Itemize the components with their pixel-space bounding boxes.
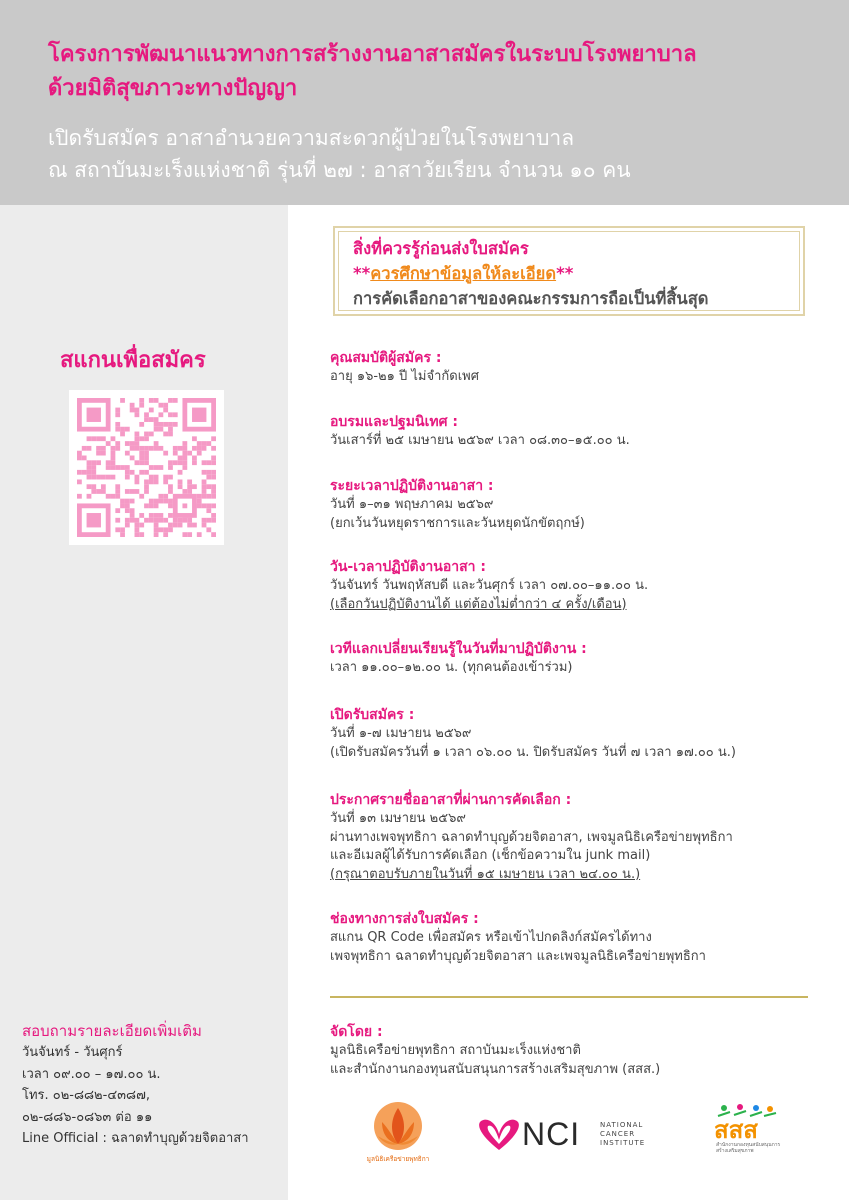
section-line: วันที่ ๑๓ เมษายน ๒๕๖๙: [330, 811, 466, 826]
subtitle-line-2: ณ สถาบันมะเร็งแห่งชาติ รุ่นที่ ๒๗ : อาสาวัยเรียน จำนวน ๑๐ คน: [48, 158, 631, 182]
contact-hours: เวลา ๐๙.๐๐ – ๑๗.๐๐ น.: [22, 1066, 161, 1082]
line-official-value: ฉลาดทำบุญด้วยจิตอาสา: [111, 1131, 249, 1146]
organizer-heading: จัดโดย :: [330, 1024, 383, 1040]
notice-line-2: [353, 261, 573, 287]
section-line: (กรุณาตอบรับภายในวันที่ ๑๕ เมษายน เวลา ๒๔.๐๐ น.): [330, 866, 641, 882]
info-section: [330, 348, 835, 387]
title-line-2: ด้วยมิติสุขภาวะทางปัญญา: [48, 76, 298, 101]
nci-full-2: CANCER: [600, 1130, 636, 1138]
section-line: สแกน QR Code เพื่อสมัคร หรือเข้าไปกดลิงก์สมัครได้ทาง: [330, 930, 652, 945]
notice-box: [333, 226, 805, 316]
info-section: [330, 705, 835, 762]
section-heading: อบรมและปฐมนิเทศ :: [330, 414, 458, 430]
thaihealth-wordmark: สสส: [714, 1116, 758, 1144]
qr-code[interactable]: [69, 390, 224, 545]
info-section: [330, 476, 835, 533]
section-line: ผ่านทางเพจพุทธิกา ฉลาดทำบุญด้วยจิตอาสา, เพจมูลนิธิเครือข่ายพุทธิกา: [330, 829, 733, 845]
ribbon-icon: [476, 1114, 522, 1158]
section-heading: ช่องทางการส่งใบสมัคร :: [330, 911, 479, 927]
notice-line-1: สิ่งที่ควรรู้ก่อนส่งใบสมัคร: [353, 239, 529, 258]
header-banner: [0, 0, 849, 205]
section-heading: ระยะเวลาปฏิบัติงานอาสา :: [330, 478, 494, 494]
budnet-caption: มูลนิธิเครือข่ายพุทธิกา: [366, 1155, 430, 1163]
page-title: [48, 38, 838, 106]
section-line: วันจันทร์ วันพฤหัสบดี และวันศุกร์ เวลา ๐๗.๐๐–๑๑.๐๐ น.: [330, 578, 649, 593]
budnet-logo: [362, 1100, 434, 1166]
section-line: (เปิดรับสมัครวันที่ ๑ เวลา ๐๖.๐๐ น. ปิดรับสมัคร วันที่ ๗ เวลา ๑๗.๐๐ น.): [330, 744, 736, 760]
section-line: อายุ ๑๖-๒๑ ปี ไม่จำกัดเพศ: [330, 369, 479, 384]
nci-fullname: [600, 1121, 660, 1148]
line-official-label: Line Official :: [22, 1131, 107, 1146]
page-subtitle: [48, 122, 838, 186]
notice-emphasis: ควรศึกษาข้อมูลให้ละเอียด: [370, 264, 557, 283]
section-heading: เวทีแลกเปลี่ยนเรียนรู้ในวันที่มาปฏิบัติงาน :: [330, 641, 587, 657]
organizer-block: [330, 1022, 810, 1079]
nci-full-1: NATIONAL: [600, 1121, 644, 1129]
info-section: [330, 412, 835, 451]
section-heading: คุณสมบัติผู้สมัคร :: [330, 350, 442, 366]
contact-heading: สอบถามรายละเอียดเพิ่มเติม: [22, 1022, 202, 1040]
section-line: เพจพุทธิกา ฉลาดทำบุญด้วยจิตอาสา และเพจมูลนิธิเครือข่ายพุทธิกา: [330, 948, 706, 964]
info-section: [330, 790, 835, 884]
nci-acronym: NCI: [522, 1116, 581, 1152]
organizer-line-2: และสำนักงานกองทุนสนับสนุนการสร้างเสริมสุขภาพ (สสส.): [330, 1061, 661, 1077]
organizer-line-1: มูลนิธิเครือข่ายพุทธิกา สถาบันมะเร็งแห่งชาติ: [330, 1043, 581, 1058]
lotus-icon: [362, 1100, 434, 1154]
section-line: วันเสาร์ที่ ๒๕ เมษายน ๒๕๖๙ เวลา ๐๘.๓๐–๑๕.๐๐ น.: [330, 433, 630, 448]
section-line: เวลา ๑๑.๐๐–๑๒.๐๐ น. (ทุกคนต้องเข้าร่วม): [330, 660, 573, 675]
contact-phone-2: ๐๒-๘๘๖-๐๘๖๓ ต่อ ๑๑: [22, 1109, 153, 1125]
notice-line-3: การคัดเลือกอาสาของคณะกรรมการถือเป็นที่สิ้นสุด: [353, 289, 709, 308]
section-line: และอีเมลผู้ได้รับการคัดเลือก (เช็กข้อความใน junk mail): [330, 848, 651, 863]
thaihealth-subtitle: สำนักงานกองทุนสนับสนุนการสร้างเสริมสุขภาพ: [716, 1142, 781, 1154]
thaihealth-logo: [712, 1104, 782, 1164]
nci-logo: [476, 1114, 666, 1158]
title-line-1: โครงการพัฒนาแนวทางการสร้างงานอาสาสมัครในระบบโรงพยาบาล: [48, 42, 697, 67]
contact-line-official: [22, 1128, 282, 1150]
qr-code-icon: [77, 398, 216, 537]
section-heading: วัน-เวลาปฏิบัติงานอาสา :: [330, 559, 487, 575]
section-heading: ประกาศรายชื่ออาสาที่ผ่านการคัดเลือก :: [330, 792, 572, 808]
section-line: (ยกเว้นวันหยุดราชการและวันหยุดนักขัตฤกษ์): [330, 515, 585, 531]
scan-title: สแกนเพื่อสมัคร: [60, 348, 206, 373]
section-line: (เลือกวันปฏิบัติงานได้ แต่ต้องไม่ต่ำกว่า ๔ ครั้ง/เดือน): [330, 596, 627, 612]
section-heading: เปิดรับสมัคร :: [330, 707, 415, 723]
section-line: วันที่ ๑-๗ เมษายน ๒๕๖๙: [330, 726, 472, 741]
contact-block: [22, 1020, 282, 1150]
contact-days: วันจันทร์ - วันศุกร์: [22, 1045, 123, 1060]
info-section: [330, 557, 835, 614]
subtitle-line-1: เปิดรับสมัคร อาสาอำนวยความสะดวกผู้ป่วยในโรงพยาบาล: [48, 126, 575, 150]
info-section: [330, 639, 835, 678]
gold-divider: [330, 996, 808, 998]
nci-full-3: INSTITUTE: [600, 1139, 646, 1147]
notice-suffix: **: [556, 264, 574, 283]
notice-prefix: **: [353, 264, 371, 283]
info-section: [330, 909, 835, 966]
contact-phone-1: โทร. ๐๒-๘๘๒-๔๓๘๗,: [22, 1088, 150, 1103]
section-line: วันที่ ๑–๓๑ พฤษภาคม ๒๕๖๙: [330, 497, 494, 512]
